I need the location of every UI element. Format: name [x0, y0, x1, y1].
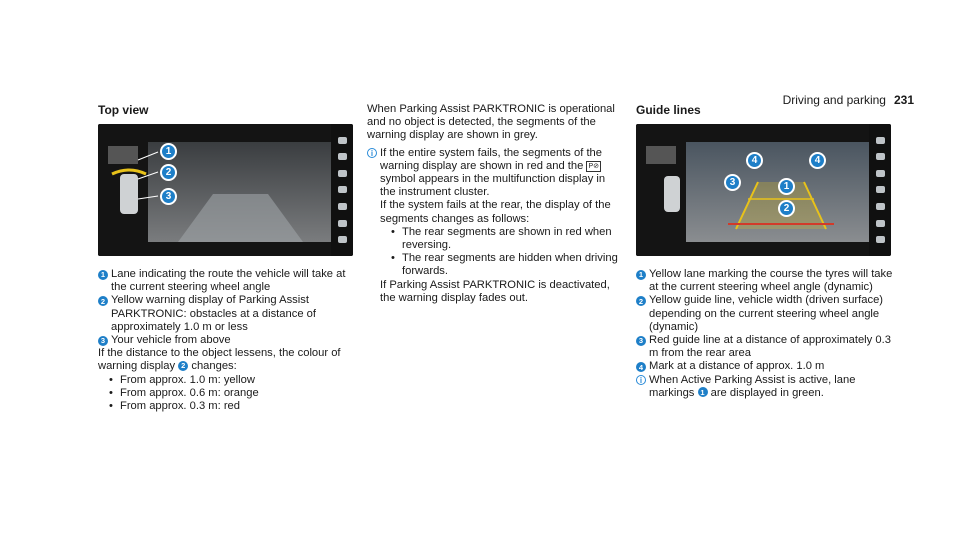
legend-item: 4 Mark at a distance of approx. 1.0 m	[636, 360, 896, 373]
360-icon	[338, 170, 347, 177]
vehicle-top-view	[120, 174, 138, 214]
callout-3: 3	[724, 174, 741, 191]
screen-sidebar	[869, 124, 891, 256]
person-icon	[338, 220, 347, 227]
legend-item: 2 Yellow warning display of Parking Assist PARKTRONIC: obstacles at a distance of approximately 1.0 m or less	[98, 294, 353, 334]
bullet-item: • From approx. 1.0 m: yellow	[98, 374, 353, 387]
view-icon	[338, 153, 347, 160]
vehicle-top-view	[664, 176, 680, 212]
screenshot-top-view	[98, 124, 353, 256]
camera-thumbnail	[646, 146, 676, 164]
person-icon	[876, 220, 885, 227]
info-icon: i	[367, 148, 377, 158]
callout-1: 1	[160, 143, 177, 160]
callout-3: 3	[160, 188, 177, 205]
top-view-scene	[98, 124, 353, 256]
parktronic-off-icon: P⊘	[588, 162, 600, 170]
paragraph-distance: If the distance to the object lessens, the colour of warning display 2 changes:	[98, 347, 341, 373]
callout-2: 2	[778, 200, 795, 217]
legend-item: 1 Lane indicating the route the vehicle will take at the current steering wheel angle	[98, 268, 353, 294]
360-icon	[876, 170, 885, 177]
legend-top-view	[98, 268, 353, 413]
view-icon	[876, 153, 885, 160]
parking-icon	[338, 186, 347, 193]
legend-item: 3 Your vehicle from above	[98, 334, 353, 347]
info-note-active-parking: i When Active Parking Assist is active, lane markings 1 are displayed in green.	[636, 374, 896, 400]
parking-icon	[876, 186, 885, 193]
callout-4: 4	[809, 152, 826, 169]
callout-2: 2	[160, 164, 177, 181]
heading-top-view: Top view	[98, 103, 149, 117]
heading-guide-lines: Guide lines	[636, 103, 701, 117]
settings-icon	[876, 203, 885, 210]
callout-4: 4	[746, 152, 763, 169]
legend-item: 1 Yellow lane marking the course the tyres will take at the current steering wheel angle (dynamic)	[636, 268, 896, 294]
screen-sidebar	[331, 124, 353, 256]
bullet-item: • The rear segments are shown in red when reversing.	[380, 226, 622, 252]
settings-icon	[338, 203, 347, 210]
camera-icon	[338, 137, 347, 144]
page-header	[783, 93, 914, 107]
info-icon: i	[636, 375, 646, 385]
page-number: 231	[893, 93, 914, 107]
section-title: Driving and parking	[782, 93, 886, 107]
bullet-item: • From approx. 0.6 m: orange	[98, 387, 353, 400]
bullet-item: • From approx. 0.3 m: red	[98, 400, 353, 413]
legend-item: 3 Red guide line at a distance of approximately 0.3 m from the rear area	[636, 334, 896, 360]
callout-1: 1	[778, 178, 795, 195]
more-icon	[876, 236, 885, 243]
info-note-system-failure: i If the entire system fails, the segments of the warning display are shown in red and the P⊘ symbol appears in the multifunction display in the instrument cluster. If the system fails at the rear, the display of the segments changes as follows: • The rear segments are shown in red when reversing. • The rear segments are hidden when driving forwards. If Parking Assist PARKTRONIC is deactivated, the warning display fades out.	[367, 147, 622, 305]
more-icon	[338, 236, 347, 243]
screenshot-guide-lines	[636, 124, 891, 256]
guide-lines-scene	[636, 124, 891, 256]
camera-thumbnail	[108, 146, 138, 164]
camera-icon	[876, 137, 885, 144]
bullet-item: • The rear segments are hidden when driving forwards.	[380, 252, 622, 278]
legend-guide-lines	[636, 268, 896, 400]
legend-item: 2 Yellow guide line, vehicle width (driven surface) depending on the current steering wheel angle (dynamic)	[636, 294, 896, 334]
paragraph-operational: When Parking Assist PARKTRONIC is operational and no object is detected, the segments of the warning display are shown in grey.	[367, 103, 615, 142]
